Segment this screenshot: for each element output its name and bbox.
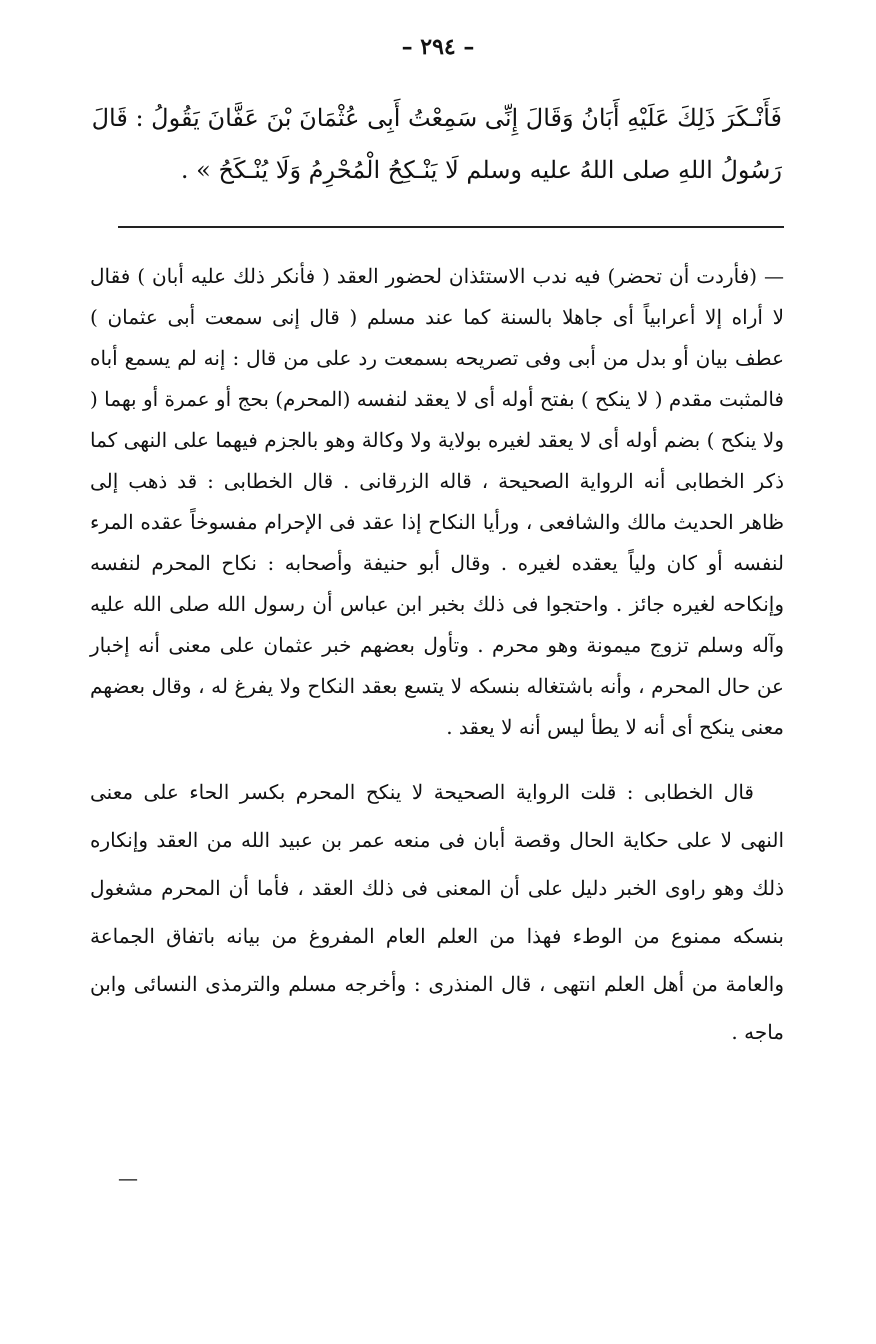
commentary-section — [90, 256, 784, 1056]
section-divider — [118, 226, 784, 228]
hadith-line-1: فَأَنْـكَرَ ذَلِكَ عَلَيْهِ أَبَانُ وَقَالَ إِنِّى سَمِعْتُ أَبِى عُثْمَانَ بْنَ عَفَّانَ يَقُولُ : قَالَ — [92, 104, 782, 132]
commentary-paragraph-2: قال الخطابى : قلت الرواية الصحيحة لا ينكح المحرم بكسر الحاء على معنى النهى لا على حكاية الحال وقصة أبان فى منعه عمر بن عبيد الله من العقد وإنكاره ذلك وهو راوى الخبر دليل على أن المعنى فى ذلك العقد ، فأما أن المحرم مشغول بنسكه ممنوع من الوطء فهذا من العلم العام المفروغ من بيانه باتفاق الجماعة والعامة من أهل العلم انتهى ، قال المنذرى : وأخرجه مسلم والترمذى النسائى وابن ماجه . — [90, 780, 784, 1044]
hadith-text — [92, 92, 782, 196]
hadith-line-2: رَسُولُ اللهِ صلى اللهُ عليه وسلم لَا يَنْـكِحُ الْمُحْرِمُ وَلَا يُنْـكَحُ » . — [180, 156, 782, 184]
commentary-paragraph-1: — (فأردت أن تحضر) فيه ندب الاستئذان لحضور العقد ( فأنكر ذلك عليه أبان ) فقال لا أراه إلا أعرابياً أى جاهلا بالسنة كما عند مسلم ( قال إنى سمعت أبى عثمان ) عطف بيان أو بدل من أبى وفى تصريحه بسمعت رد على من قال : إنه لم يسمع أباه فالمثبت مقدم ( لا ينكح ) بفتح أوله أى لا يعقد لنفسه (المحرم) بحج أو عمرة أو بهما ( ولا ينكح ) بضم أوله أى لا يعقد لغيره بولاية ولا وكالة وهو بالجزم فيهما على النهى كما ذكر الخطابى أنه الرواية الصحيحة ، قاله الزرقانى . قال الخطابى : قد ذهب إلى ظاهر الحديث مالك والشافعى ، ورأيا النكاح إذا عقد فى الإحرام مفسوخاً عقده المرء لنفسه أو كان ولياً يعقده لغيره . وقال أبو حنيفة وأصحابه : نكاح المحرم لنفسه وإنكاحه لغيره جائز . واحتجوا فى ذلك بخبر ابن عباس أن رسول الله صلى الله عليه وآله وسلم تزوج ميمونة وهو محرم . وتأول بعضهم خبر عثمان على معنى أنه إخبار عن حال المحرم ، وأنه باشتغاله بنسكه لا يتسع بعقد النكاح ولا يفرغ له ، وقال بعضهم معنى ينكح أى أنه لا يطأ ليس أنه لا يعقد . — [90, 264, 785, 739]
page-number: – ٢٩٤ – — [401, 34, 475, 60]
end-dash: — — [118, 1166, 138, 1190]
